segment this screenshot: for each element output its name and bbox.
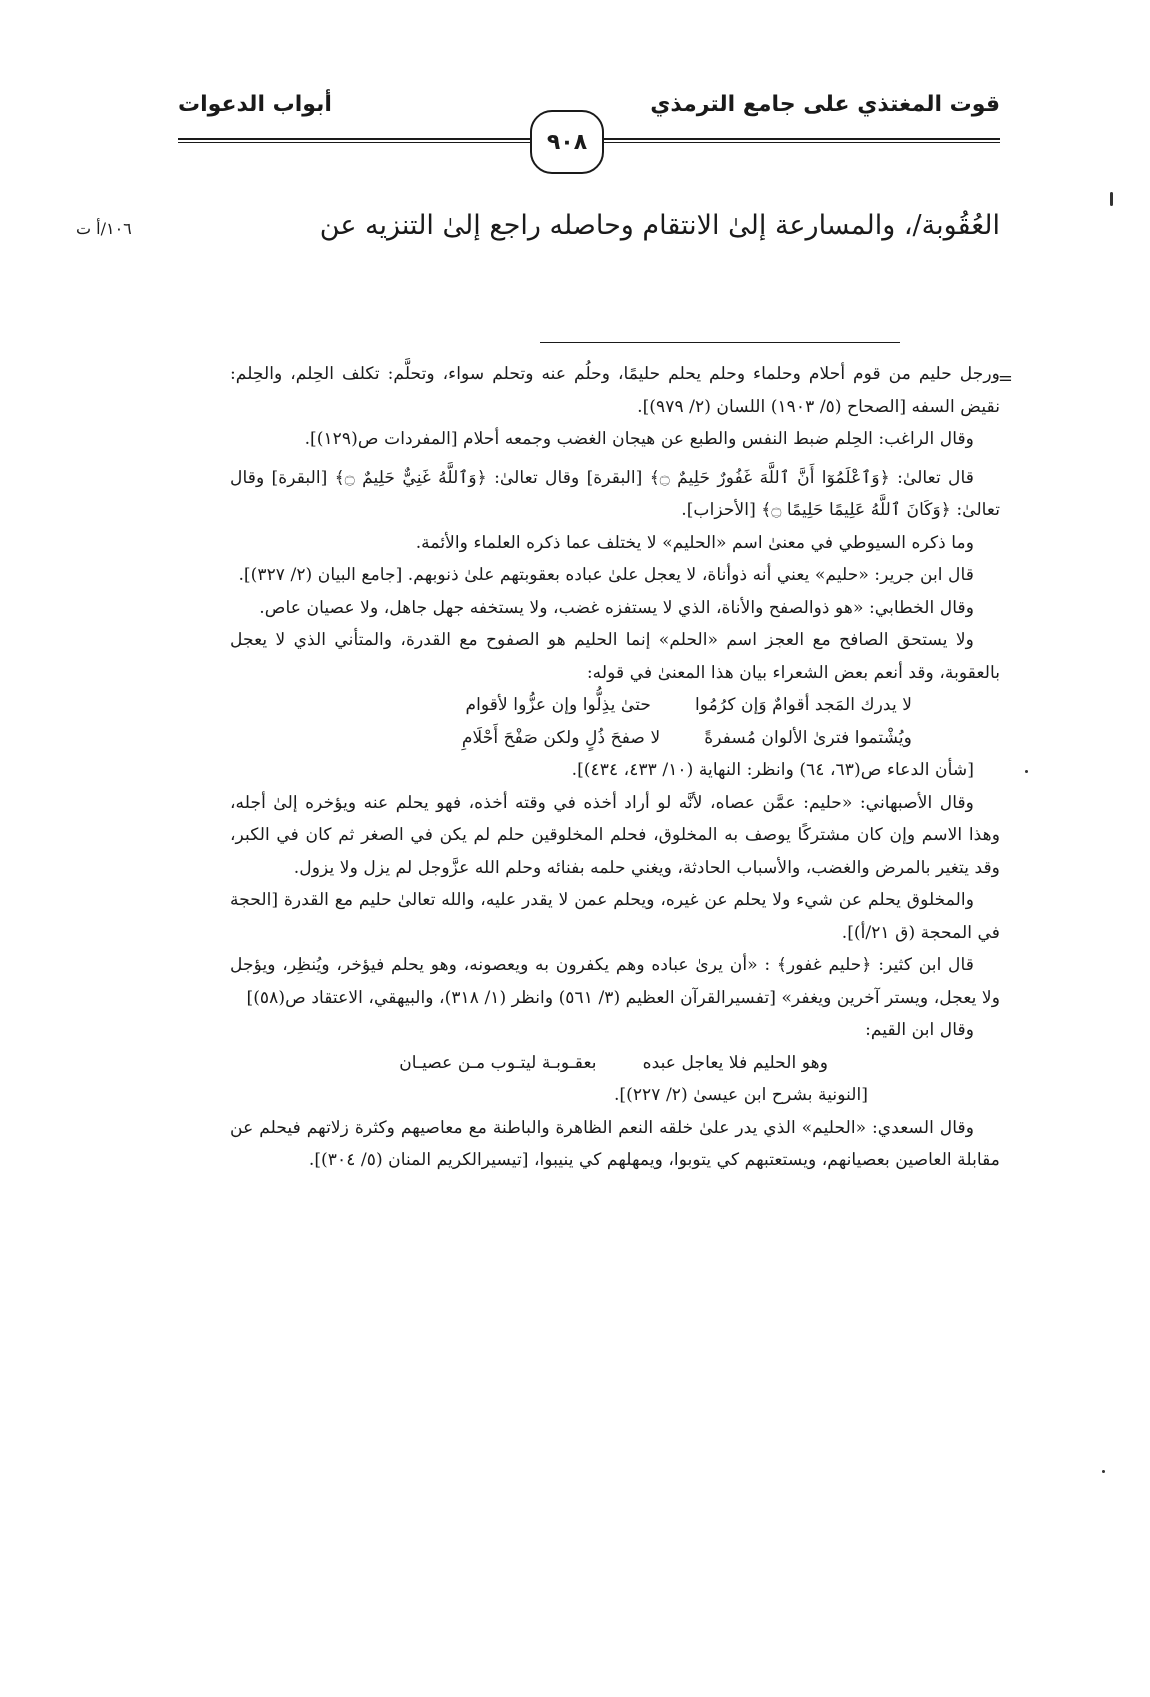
verse-hemistich: حتىٰ يذِلُّوا وإن عزُّوا لأقوام [465,695,652,715]
verse-line-1 [230,689,1000,722]
manuscript-folio-marker: ١٠٦/أ ت [76,219,132,238]
poem-source: [النونية بشرح ابن عيسىٰ (٢/ ٢٢٧)]. [613,1085,868,1105]
header-rule-left [178,138,530,143]
running-header-book-title: قوت المغتذي على جامع الترمذي [650,92,1000,117]
footnote-paragraph: قال ابن كثير: ﴿حليم غفور﴾ : «أن يرىٰ عباده وهم يكفرون به ويعصونه، وهو يحلم فيؤخر، ويُنظِر، ويؤجل ولا يعجل، ويستر آخرين ويغفر» [تفسيرالقرآن العظيم (٣/ ٥٦١) وانظر (١/ ٣١٨)، والبيهقي، الاعتقاد ص(٥٨)] [230,955,1000,1008]
scan-speck [1110,192,1113,206]
verse-hemistich: ويُشْتموا فترىٰ الألوان مُسفرةً [704,727,912,748]
scan-speck [1102,1470,1105,1473]
footnote-paragraph: ورجل حليم من قوم أحلام وحلماء وحلم يحلم حليمًا، وحلُم عنه وتحلم سواء، وتحلَّم: تكلف الحِلم، والحِلم: نقيض السفه [الصحاح (٥/ ١٩٠٣) اللسان (٢/ ٩٧٩)]. [230,364,1000,417]
footnote-separator [540,342,900,343]
footnote-paragraph: وقال الأصبهاني: «حليم: عمَّن عصاه، لأنَّه لو أراد أخذه في وقته أخذه، فهو يحلم عنه ويؤخره إلىٰ أجله، وهذا الاسم وإن كان مشتركًا يوصف به المخلوق، فحلم المخلوقين حلم لم يكن في الصغر ثم كان في الكبر، وقد يتغير بالمرض والغضب، والأسباب الحادثة، ويغني حلمه بفنائه وحلم الله عزَّوجل لم يزل ولا يزول. [230,792,1000,878]
header-rule-right [552,138,1000,143]
footnote-paragraph: وقال الخطابي: «هو ذوالصفح والأناة، الذي لا يستفزه غضب، ولا يستخفه جهل جاهل، ولا عصيان عاص. [259,597,974,618]
footnote-paragraph: وقال ابن القيم: [865,1020,974,1040]
verse-hemistich: لا صفحَ ذُلٍ ولكن صَفْحَ أَحْلَامِ [461,727,661,748]
footnote-paragraph: ولا يستحق الصافح مع العجز اسم «الحلم» إنما الحليم هو الصفوح مع القدرة، والمتأني الذي لا يعجل بالعقوبة، وقد أنعم بعض الشعراء بيان هذا المعنىٰ في قوله: [230,630,1000,683]
footnote-paragraph: والمخلوق يحلم عن شيء ولا يحلم عن غيره، ويحلم عمن لا يقدر عليه، والله تعالىٰ حليم مع القدرة [الحجة في المحجة (ق ٢١/أ)]. [230,890,1000,943]
poem-hemistich: بعقـوبـة ليتـوب مـن عصيـان [399,1052,597,1073]
page-number: ٩٠٨ [530,110,604,174]
footnote-paragraph: [شأن الدعاء ص(٦٣، ٦٤) وانظر: النهاية (١٠/ ٤٣٣، ٤٣٤)]. [571,760,974,780]
main-text: العُقُوبة/، والمسارعة إلىٰ الانتقام وحاصله راجع إلىٰ التنزيه عن [319,210,1000,241]
footnote-paragraph: قال تعالىٰ: ﴿وَٱعْلَمُوٓا أَنَّ ٱللَّهَ غَفُورٌ حَلِيمٌ ۝﴾ [البقرة] وقال تعالىٰ: ﴿وَٱللَّهُ غَنِيٌّ حَلِيمٌ ۝﴾ [البقرة] وقال تعالىٰ: ﴿وَكَانَ ٱللَّهُ عَلِيمًا حَلِيمًا ۝﴾ [الأحزاب]. [230,467,1000,520]
poem-block [230,1047,1000,1112]
poem-line [230,1047,868,1080]
verse-hemistich: لا يدرك المَجد أقوامٌ وَإن كرُمُوا [695,695,912,715]
scan-speck [1025,770,1028,773]
verse-line-2 [230,722,1000,755]
running-header-chapter-title: أبواب الدعوات [178,92,332,117]
footnotes-block [230,358,1000,1177]
footnote-paragraph: وما ذكره السيوطي في معنىٰ اسم «الحليم» لا يختلف عما ذكره العلماء والأئمة. [415,532,974,553]
footnote-paragraph: وقال السعدي: «الحليم» الذي يدر علىٰ خلقه النعم الظاهرة والباطنة مع معاصيهم وكثرة زلاتهم فيحلم عن مقابلة العاصين بعصيانهم، ويستعتبهم كي يتوبوا، ويمهلهم كي ينيبوا، [تيسيرالكريم المنان (٥/ ٣٠٤)]. [230,1117,1000,1170]
main-text-line [72,210,1000,241]
poem-hemistich: وهو الحليم فلا يعاجل عبده [642,1052,828,1073]
footnote-paragraph: قال ابن جرير: «حليم» يعني أنه ذوأناة، لا يعجل علىٰ عباده بعقوبتهم علىٰ ذنوبهم. [جامع البيان (٢/ ٣٢٧)]. [238,565,974,585]
footnote-continuation-mark: = [997,368,1013,389]
footnote-paragraph: وقال الراغب: الحِلم ضبط النفس والطبع عن هيجان الغضب وجمعه أحلام [المفردات ص(١٢٩)]. [304,429,974,449]
